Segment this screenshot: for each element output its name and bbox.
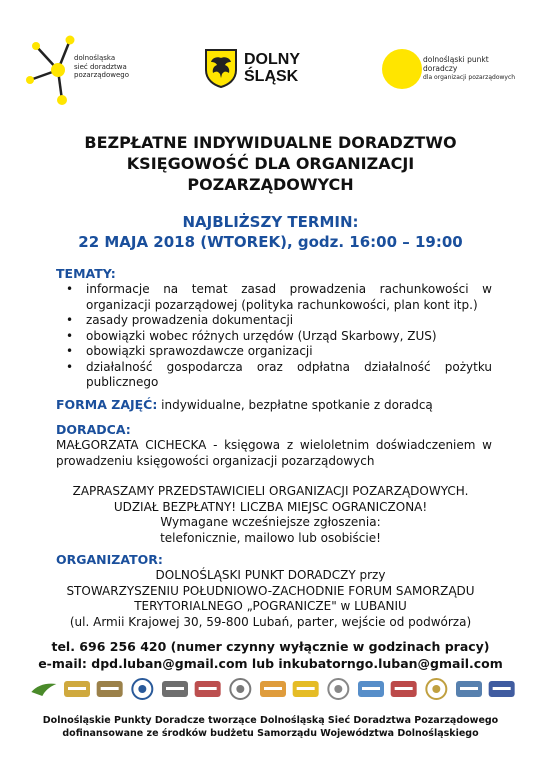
footer-line: Dolnośląskie Punkty Doradcze tworzące Dolnośląską Sieć Doradztwa Pozarządowego [42, 715, 499, 726]
logo-text-line: dolnośląska [74, 54, 116, 62]
yellow-circle-icon [381, 46, 423, 92]
footer-line: dofinansowane ze środków budżetu Samorządu Województwa Dolnośląskiego [62, 728, 479, 739]
topics-list [56, 282, 492, 391]
partner-logo-icon [64, 681, 90, 697]
logo-text-line: DOLNY [244, 51, 300, 68]
partner-logo-icon [391, 681, 417, 697]
partner-logo-icon [489, 681, 515, 697]
title-line: POZARZĄDOWYCH [187, 175, 354, 194]
topics-heading: TEMATY: [56, 266, 116, 281]
partner-logo-icon [456, 681, 482, 697]
invitation-line: ZAPRASZAMY PRZEDSTAWICIELI ORGANIZACJI POZARZĄDOWYCH. [72, 484, 469, 498]
list-item: • obowiązki wobec różnych urzędów (Urząd Skarbowy, ZUS) [86, 329, 492, 345]
list-item: • informacje na temat zasad prowadzenia rachunkowości w organizacji pozarządowej (polityka rachunkowości, plan kont itp.) [86, 282, 492, 313]
format-text: indywidualne, bezpłatne spotkanie z doradcą [157, 398, 433, 412]
dolny-slask-logo [204, 48, 324, 90]
advisory-point-subtext: dla organizacji pozarządowych [423, 74, 516, 81]
advisory-point-logo [381, 46, 531, 94]
logo-text-line: dolnośląski punkt [423, 55, 489, 64]
dolny-slask-text [244, 51, 300, 85]
partner-logo-strip [28, 676, 518, 702]
contact-info [30, 638, 511, 672]
partner-logo-icon [358, 681, 384, 697]
organizer-heading: ORGANIZATOR: [56, 552, 163, 567]
next-date-value: 22 MAJA 2018 (WTOREK), godz. 16:00 – 19:00 [78, 233, 463, 251]
email-line: e-mail: dpd.luban@gmail.com lub inkubatorngo.luban@gmail.com [38, 656, 503, 671]
partner-logo-icon [426, 679, 446, 699]
partner-logo-icon [230, 679, 250, 699]
next-date-label: NAJBLIŻSZY TERMIN: [182, 213, 359, 231]
partner-logo-icon [328, 679, 348, 699]
organizer-details [30, 568, 511, 630]
logo-text-line: pozarządowego [74, 71, 130, 79]
partner-logo-icon [162, 681, 188, 697]
logo-text-line: sieć doradztwa [74, 62, 127, 71]
organizer-line: (ul. Armii Krajowej 30, 59-800 Lubań, parter, wejście od podwórza) [69, 614, 472, 629]
title-line: BEZPŁATNE INDYWIDUALNE DORADZTWO [84, 133, 457, 152]
partner-logo-icon [293, 681, 319, 697]
invitation-line: Wymagane wcześniejsze zgłoszenia: [160, 515, 381, 529]
next-date [30, 212, 511, 252]
eagle-crest-icon [204, 48, 238, 88]
partner-logo-icon [260, 681, 286, 697]
partner-logo-icon [195, 681, 221, 697]
logo-text-line: ŚLĄSK [244, 68, 299, 85]
partner-logo-icon [132, 679, 152, 699]
partner-logo-icon [97, 681, 123, 697]
network-nodes-icon [22, 30, 82, 110]
invitation-line: UDZIAŁ BEZPŁATNY! LICZBA MIEJSC OGRANICZONA! [113, 499, 428, 514]
advisory-point-text [423, 55, 489, 73]
logo-text-line: doradczy [423, 64, 458, 73]
funding-footer [20, 714, 521, 740]
advisor-description: MAŁGORZATA CICHECKA - księgowa z wieloletnim doświadczeniem w prowadzeniu księgowości organizacji pozarządowych [56, 438, 492, 468]
partner-logos [28, 676, 518, 702]
format-label: FORMA ZAJĘĆ: [56, 397, 158, 412]
network-logo-text [74, 54, 129, 80]
phone-line: tel. 696 256 420 (numer czynny wyłącznie w godzinach pracy) [51, 639, 490, 654]
invitation [30, 484, 511, 546]
list-item: • działalność gospodarcza oraz odpłatna działalność pożytku publicznego [86, 360, 492, 391]
organizer-line: DOLNOŚLĄSKI PUNKT DORADCZY przy [155, 568, 386, 582]
format-line [56, 397, 433, 412]
organizer-line: STOWARZYSZENIU POŁUDNIOWO-ZACHODNIE FORUM SAMORZĄDU [66, 583, 475, 598]
list-item: • zasady prowadzenia dokumentacji [86, 313, 492, 329]
page-title [40, 132, 501, 195]
organizer-line: TERYTORIALNEGO „POGRANICZE" w LUBANIU [134, 599, 407, 613]
title-line: KSIĘGOWOŚĆ DLA ORGANIZACJI [126, 154, 415, 173]
advisor-heading: DORADCA: [56, 422, 131, 437]
bird-logo-icon [31, 684, 56, 696]
network-logo [22, 30, 152, 110]
invitation-line: telefonicznie, mailowo lub osobiście! [160, 530, 381, 545]
list-item: • obowiązki sprawozdawcze organizacji [86, 344, 492, 360]
